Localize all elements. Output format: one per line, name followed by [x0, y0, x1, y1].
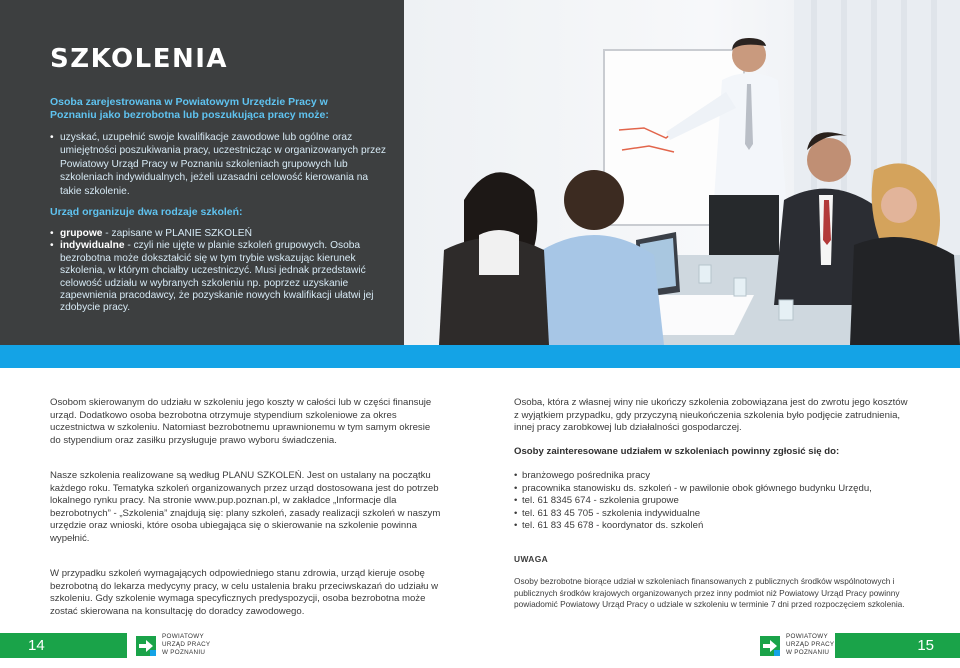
training-type-group — [50, 228, 395, 240]
eligibility-list — [50, 131, 390, 198]
contact-item: • pracownika stanowisku ds. szkoleń - w pawilonie obok głównego budynku Urzędu, — [514, 483, 924, 496]
training-types-heading: Urząd organizuje dwa rodzaje szkoleń: — [50, 206, 243, 218]
logo-line: W POZNANIU — [162, 649, 206, 656]
page-number-left: 14 — [0, 633, 127, 658]
contact-heading: Osoby zainteresowane udziałem w szkoleniach powinny zgłosić się do: — [514, 446, 840, 457]
logo-line: URZĄD PRACY — [162, 641, 211, 648]
logo-line: W POZNANIU — [786, 649, 830, 656]
financing-paragraph: Osobom skierowanym do udziału w szkoleniu jego koszty w całości lub w części finansuje urząd. Dodatkowo osoba bezrobotna otrzymuje stypendium szkoleniowe za okres uczestnictwa w szkoleniu. Natomiast bezrobotnemu uprawnionemu w tym samym okresie do stypendium oraz zasiłku przysługuje prawo wyboru świadczenia. — [50, 397, 432, 446]
contact-block — [514, 470, 924, 533]
training-photo-illustration — [404, 0, 960, 345]
training-photo — [404, 0, 960, 345]
pup-logo-icon — [760, 636, 780, 656]
training-types-list — [50, 228, 395, 315]
note-heading: UWAGA — [514, 554, 549, 564]
training-type-group-desc: - zapisane w PLANIE SZKOLEŃ — [102, 228, 252, 239]
contact-item: • branżowego pośrednika pracy — [514, 470, 924, 483]
contact-item: • tel. 61 83 45 705 - szkolenia indywidualne — [514, 508, 924, 521]
pup-logo-text — [162, 633, 210, 657]
contact-list — [514, 470, 924, 533]
intro-text: Osoba zarejestrowana w Powiatowym Urzędzie Pracy w Poznaniu jako bezrobotna lub poszukująca pracy może: — [50, 96, 329, 121]
note-text: Osoby bezrobotne biorące udział w szkoleniach finansowanych z publicznych środków wspólnotowych i publicznych środków krajowych organizowanych przez inny podmiot niż Powiatowy Urząd Pracy powinny powiadomić Powiatowy Urząd Pracy o udziale w szkoleniu w terminie 7 dni przed rozpoczęciem szkolenia. — [514, 576, 905, 609]
contact-item: • tel. 61 8345 674 - szkolenia grupowe — [514, 495, 924, 508]
page-title: SZKOLENIA — [50, 44, 229, 74]
training-type-individual — [50, 240, 395, 314]
contact-item: • tel. 61 83 45 678 - koordynator ds. szkoleń — [514, 520, 924, 533]
intro-panel — [0, 0, 404, 345]
eligibility-item: • uzyskać, uzupełnić swoje kwalifikacje zawodowe lub ogólne oraz umiejętności poszukiwania pracy, uczestnicząc w organizowanych przez Powiatowy Urząd Pracy w Poznaniu szkoleniach grupowych lub szkoleniach indywidualnych, jeżeli uzasadni celowość kierowania na takie szkolenie. — [50, 131, 390, 198]
right-column — [514, 397, 914, 435]
page-number-right: 15 — [835, 633, 960, 658]
pup-logo-icon — [136, 636, 156, 656]
left-column-medical — [50, 568, 442, 618]
training-plan-paragraph: Nasze szkolenia realizowane są według PLANU SZKOLEŃ. Jest on ustalany na początku każdego roku. Tematyka szkoleń organizowanych przez urząd dostosowana jest do potrzeb lokalnego rynku pracy. Na stronie www.pup.poznan.pl, w zakładce „Informacje dla bezrobotnych” - „Szkolenia” znajdują się: plany szkoleń, zasady realizacji szkoleń w naszym urzędzie oraz wnioski, które osoba ubiegająca się o skierowanie na szkolenie powinna wypełnić. — [50, 470, 441, 544]
left-column-plan — [50, 470, 442, 546]
pup-logo-text — [786, 633, 834, 657]
logo-line: POWIATOWY — [162, 633, 204, 640]
cost-refund-paragraph: Osoba, która z własnej winy nie ukończy szkolenia zobowiązana jest do zwrotu jego kosztów z wyjątkiem przypadku, gdy przyczyną nieukończenia szkolenia było podjęcie zatrudnienia, innej pracy zarobkowej lub działalności gospodarczej. — [514, 397, 908, 434]
left-column — [50, 397, 442, 447]
medical-paragraph: W przypadku szkoleń wymagających odpowiedniego stanu zdrowia, urząd kieruje osobę bezrobotną do lekarza medycyny pracy, w celu ustalenia braku przeciwskazań do udziału w szkoleniu. Gdy szkolenie wymaga specyficznych predyspozycji, osoba bezrobotna może zostać skierowana na konsultację do doradcy zawodowego. — [50, 568, 439, 617]
training-type-individual-desc: - czyli nie ujęte w planie szkoleń grupowych. Osoba bezrobotna może dokształcić się w tym trybie wskazując kierunek szkolenia, w którym chciałby uczestniczyć. Musi jednak przedstawić celowość udziału w wybranych szkoleniu np. poprzez uzyskanie zapewnienia pracodawcy, że pozyskanie nowych kwalifikacji ułatwi jej zdobycie pracy. — [60, 240, 374, 314]
logo-line: URZĄD PRACY — [786, 641, 835, 648]
training-type-individual-term: indywidualne — [60, 240, 125, 252]
training-type-group-term: grupowe — [60, 228, 103, 239]
accent-band — [0, 345, 960, 368]
logo-line: POWIATOWY — [786, 633, 828, 640]
